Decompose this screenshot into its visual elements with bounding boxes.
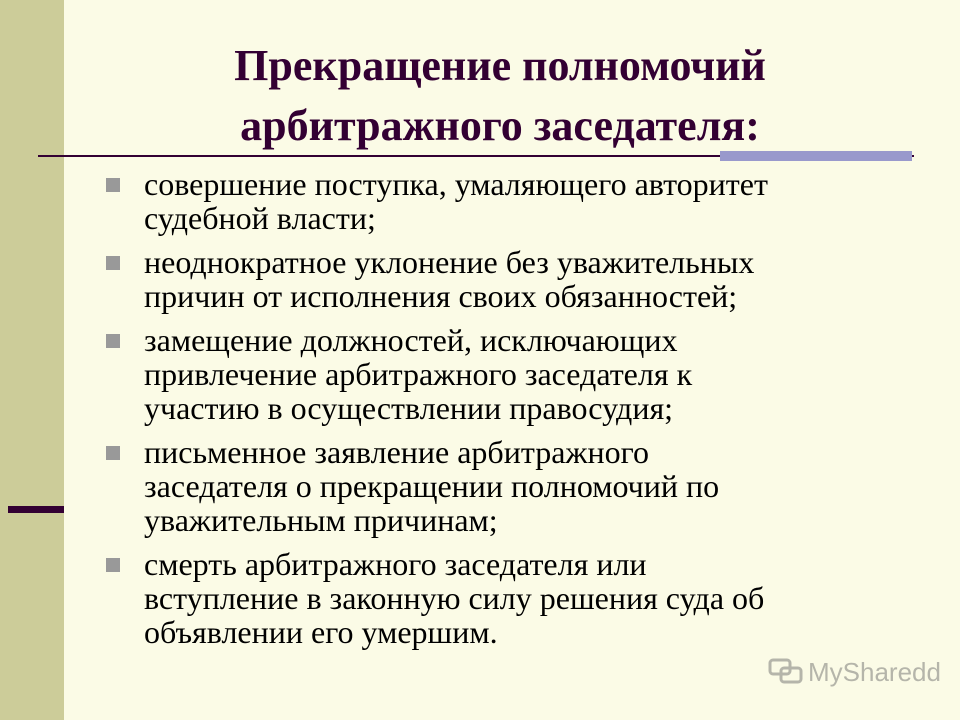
slide-title-line-2: арбитражного заседателя: bbox=[240, 101, 760, 150]
left-decor-tick bbox=[8, 506, 64, 513]
bullet-text-line: причин от исполнения своих обязанностей; bbox=[144, 278, 738, 314]
bullet-text-line: уважительным причинам; bbox=[144, 502, 498, 538]
bullet-item bbox=[104, 245, 934, 313]
title-accent-bar bbox=[720, 151, 912, 161]
bullet-item bbox=[104, 547, 934, 649]
bullet-text-line: участию в осуществлении правосудия; bbox=[144, 390, 674, 426]
bullet-text-line: смерть арбитражного заседателя или bbox=[144, 546, 647, 582]
mysharedd-logo-icon bbox=[768, 656, 804, 688]
slide-title-line-1: Прекращение полномочий bbox=[234, 41, 766, 90]
square-bullet-icon bbox=[106, 558, 120, 572]
bullet-text-line: совершение поступка, умаляющего авторитет bbox=[144, 166, 768, 202]
bullet-text-line: объявлении его умершим. bbox=[144, 614, 498, 650]
square-bullet-icon bbox=[106, 178, 120, 192]
watermark-text: MySharedd bbox=[808, 656, 941, 687]
bullet-text-line: привлечение арбитражного заседателя к bbox=[144, 356, 693, 392]
bullet-item bbox=[104, 323, 934, 425]
square-bullet-icon bbox=[106, 446, 120, 460]
bullet-text-line: письменное заявление арбитражного bbox=[144, 434, 649, 470]
left-decor-band bbox=[0, 0, 64, 720]
bullet-text-line: неоднократное уклонение без уважительных bbox=[144, 244, 755, 280]
bullet-text-line: судебной власти; bbox=[144, 200, 376, 236]
square-bullet-icon bbox=[106, 256, 120, 270]
bullet-text-line: заседателя о прекращении полномочий по bbox=[144, 468, 720, 504]
slide-title bbox=[100, 36, 900, 156]
square-bullet-icon bbox=[106, 334, 120, 348]
bullet-item bbox=[104, 435, 934, 537]
watermark bbox=[768, 656, 941, 688]
bullet-text-line: вступление в законную силу решения суда об bbox=[144, 580, 765, 616]
bullet-list bbox=[104, 167, 934, 659]
bullet-text-line: замещение должностей, исключающих bbox=[144, 322, 678, 358]
bullet-item bbox=[104, 167, 934, 235]
